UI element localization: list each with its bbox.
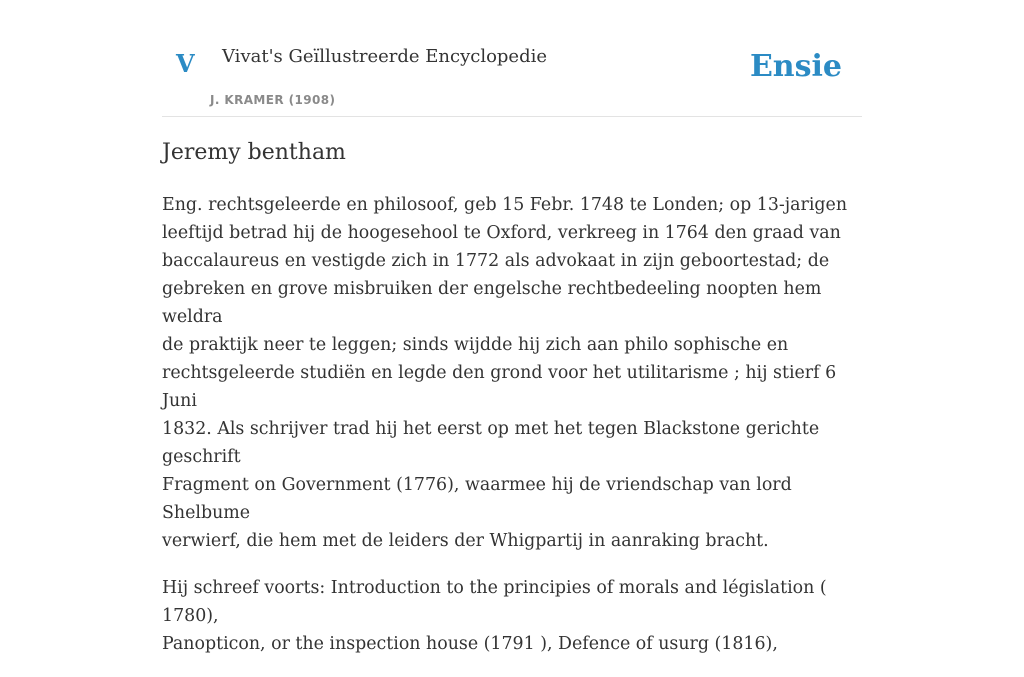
article — [162, 138, 862, 677]
book-title-link[interactable]: Vivat's Geïllustreerde Encyclopedie — [222, 46, 548, 67]
ensie-logo-link[interactable]: Ensie — [749, 49, 842, 84]
site-header — [162, 0, 862, 117]
entry-paragraph-1: Eng. rechtsgeleerde en philosoof, geb 15 Febr. 1748 te Londen; op 13-jarigen leeftijd betrad hij de hoogesehool te Oxford, verkreeg in 1764 den graad van baccalaureus en vestigde zich in 1772 als advokaat in zijn geboortestad; de gebreken en grove misbruiken der engelsche rechtbedeeling noopten hem weldra de praktijk neer te leggen; sinds wijdde hij zich aan philo sophische en rechtsgeleerde studiën en legde den grond voor het utilitarisme ; hij stierf 6 Juni 1832. Als schrijver trad hij het eerst op met het tegen Blackstone gerichte geschrift Fragment on Government (1776), waarmee hij de vriendschap van lord Shelbume verwierf, die hem met de leiders der Whigpartij in aanraking bracht. — [162, 194, 848, 551]
entry-paragraph-2: Hij schreef voorts: Introduction to the principies of morals and législation ( 1780), Panopticon, or the inspection house (1791 ), Defence of usurg (1816), — [162, 577, 827, 654]
entry-title: Jeremy bentham — [162, 140, 346, 165]
book-logo-icon[interactable]: V — [176, 49, 195, 78]
book-author: J. KRAMER (1908) — [210, 93, 336, 107]
